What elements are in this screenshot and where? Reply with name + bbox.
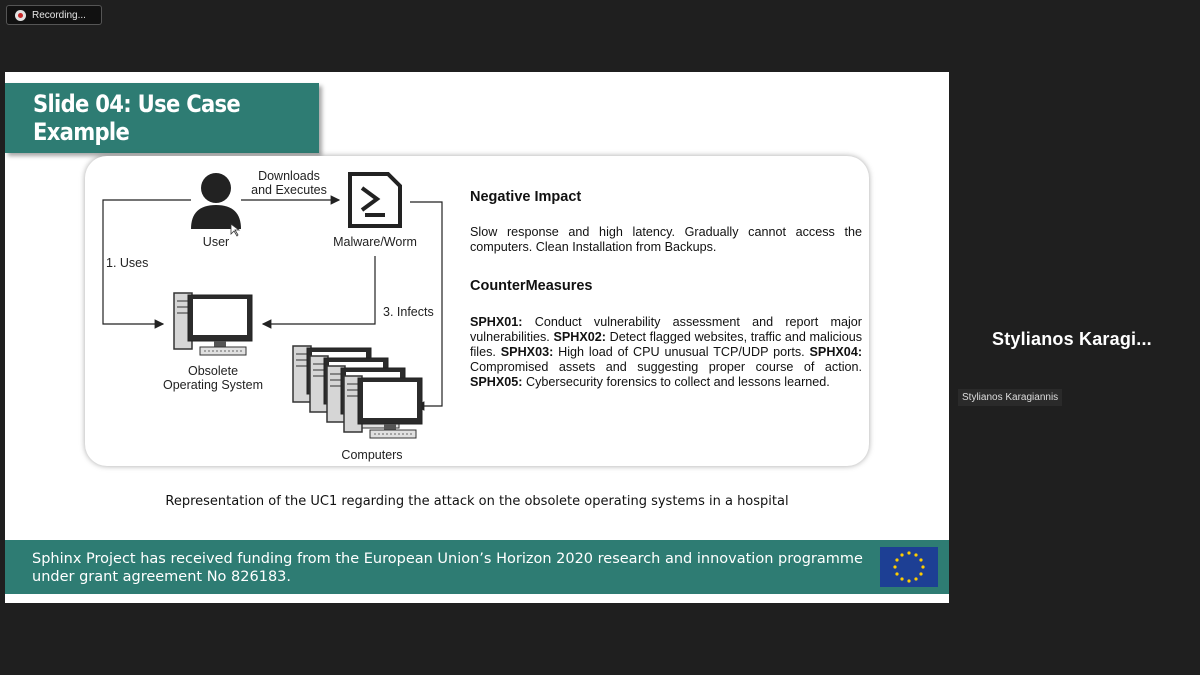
computers-label: Computers xyxy=(341,448,403,462)
negative-impact-heading: Negative Impact xyxy=(470,189,582,205)
recording-indicator[interactable] xyxy=(6,5,102,25)
downloads-label: Downloads and Executes xyxy=(251,169,327,197)
slide-title: Slide 04: Use Case Example xyxy=(33,90,241,146)
countermeasure-code: SPHX05: xyxy=(470,375,523,389)
countermeasure-text: Cybersecurity forensics to collect and lessons learned. xyxy=(526,375,830,389)
presentation-slide xyxy=(5,72,949,603)
obsolete-os-computer-icon xyxy=(174,293,252,355)
user-icon xyxy=(191,173,241,229)
countermeasure-text: High load of CPU unusual TCP/UDP ports. xyxy=(558,345,805,359)
participant-name-tag: Stylianos Karagiannis xyxy=(958,389,1062,406)
countermeasure-text: Conduct vulnerability assessment and report major vulnerabilities. xyxy=(470,315,862,344)
recording-label: Recording... xyxy=(32,9,86,21)
obsolete-os-label: Obsolete Operating System xyxy=(162,364,264,392)
funding-text: Sphinx Project has received funding from the European Union’s Horizon 2020 research and innovation programme under grant agreement No 826183. xyxy=(32,551,863,585)
infects-computers-arrow xyxy=(410,202,442,406)
countermeasure-text: Detect flagged websites, traffic and malicious files. xyxy=(470,330,863,359)
computer-icon-4 xyxy=(344,376,422,438)
malware-label: Malware/Worm xyxy=(333,235,417,249)
negative-impact-text: Slow response and high latency. Gradually cannot access the computers. Clean Installation from Backups. xyxy=(470,225,862,254)
countermeasure-code: SPHX04: xyxy=(809,345,863,359)
infects-os-arrow xyxy=(263,256,375,324)
eu-flag-icon xyxy=(880,547,938,587)
uses-label: 1. Uses xyxy=(106,256,149,270)
record-icon xyxy=(15,10,26,21)
countermeasure-code: SPHX03: xyxy=(500,345,554,359)
funding-footer xyxy=(5,540,949,594)
countermeasure-text: Compromised assets and suggesting proper course of action. xyxy=(470,360,862,374)
infects-label: 3. Infects xyxy=(383,305,434,319)
countermeasure-code: SPHX02: xyxy=(553,330,606,344)
slide-caption: Representation of the UC1 regarding the attack on the obsolete operating systems in a hospital xyxy=(165,494,789,509)
countermeasure-code: SPHX01: xyxy=(470,315,523,329)
terminal-icon xyxy=(350,174,400,226)
countermeasures-heading: CounterMeasures xyxy=(470,278,593,294)
user-label: User xyxy=(202,235,230,249)
countermeasures-text xyxy=(470,315,862,390)
impact-panel xyxy=(470,190,862,390)
participant-display-name: Stylianos Karagi... xyxy=(992,329,1152,349)
